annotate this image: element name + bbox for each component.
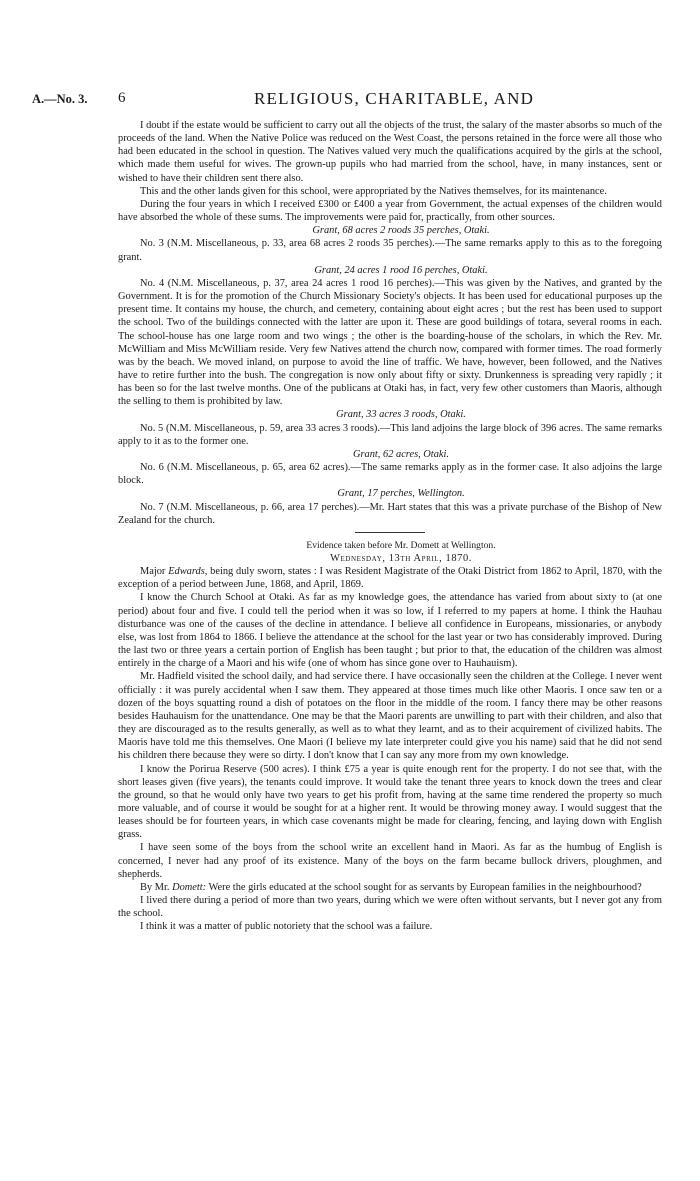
witness-statement: being duly sworn, states : I was Resident Magistrate of the Otaki District from 1862 to April, 1870, with the exception of a period between June, 1868, and April, 1869.: [118, 566, 662, 591]
page-number: 6: [118, 90, 126, 106]
grant-paragraph: No. 6 (N.M. Miscellaneous, p. 65, area 62 acres).—The same remarks apply as in the former case. It also adjoins the large block.: [118, 462, 662, 487]
evidence-heading: Evidence taken before Mr. Domett at Wellington.: [306, 539, 496, 551]
grant-paragraph: No. 5 (N.M. Miscellaneous, p. 59, area 33 acres 3 roods).—This land adjoins the large block of 396 acres. The same remarks apply to it as to the former one.: [118, 422, 662, 447]
paper-reference: A.—No. 3.: [32, 92, 88, 106]
witness-paragraph: [118, 565, 662, 591]
questioner-name: Domett:: [172, 881, 207, 893]
paragraph: I doubt if the estate would be sufficient to carry out all the objects of the trust, the salary of the master absorbs so much of the proceeds of the land. When the Native Police was reduced on the West Coast, the persons retained in the force were all those who had been educated in the school in question. The Natives valued very much the qualifications acquired by the girls at the school, which made them useful for wives. The grown-up pupils who had married from the school, have, in many instances, sent or wished to have their children sent there also.: [118, 120, 662, 184]
evidence-date: Wednesday, 13th April, 1870.: [330, 553, 472, 564]
witness-title: Major: [140, 566, 166, 578]
grant-heading: Grant, 33 acres 3 roods, Otaki.: [336, 409, 466, 421]
evidence-paragraph: I know the Porirua Reserve (500 acres). I think £75 a year is quite enough rent for the property. I do not see that, with the short leases given (five years), the tenants could improve. It would take the tenant three years to knock down the trees and clear the ground, so that he would only have two years to get his profit from, having at the same time rendered the property so much more valuable, and of course it would be sought for at a higher rent. It would be throwing money away. I would suggest that the leases should be for fourteen years, in which case covenants might be made for clearing, fencing, and laying down with English grass.: [118, 763, 662, 841]
answer-paragraph: I think it was a matter of public notoriety that the school was a failure.: [140, 921, 433, 933]
question-paragraph: [118, 881, 662, 894]
section-divider: [355, 532, 425, 533]
grant-heading: Grant, 62 acres, Otaki.: [352, 448, 449, 460]
question-lead: By Mr.: [140, 881, 170, 893]
answer-paragraph: I lived there during a period of more than two years, during which we were often without servants, but I never got any from the school.: [118, 895, 662, 920]
grant-heading: Grant, 24 acres 1 rood 16 perches, Otaki.: [314, 264, 488, 276]
grant-heading: Grant, 68 acres 2 roods 35 perches, Otaki.: [312, 225, 490, 237]
paragraph: During the four years in which I received £300 or £400 a year from Government, the actual expenses of the children would have absorbed the whole of these sums. The improvements were paid for, practically, from other sources.: [118, 198, 662, 224]
grant-heading: Grant, 17 perches, Wellington.: [337, 488, 465, 500]
body-text: [118, 119, 662, 934]
grant-paragraph: No. 4 (N.M. Miscellaneous, p. 37, area 24 acres 1 rood 16 perches).—This was given by the Natives, and granted by the Government. It is for the promotion of the Church Missionary Society's objects. It has been used for educational purposes up the present time. It contains my house, the church, and cemetery, containing about eight acres ; but the rest has been used to support the school. Two of the buildings connected with the latter are upon it. These are good buildings of totara, several rooms in each. The school-house has one large room and two wings ; the other is the boarding-house of the scholars, in which the Rev. Mr. McWilliam and Miss McWilliam reside. Very few Natives attend the church now, compared with former times. The road formerly was by the beach. We moved inland, on purpose to avoid the line of traffic. We have, however, been followed, and the Natives have to retire further into the bush. The congregation is now only about fifty or sixty. Drunkenness is spreading very rapidly ; it has been so for the last twelve months. One of the publicans at Otaki has, in fact, very few other customers than Maoris, although the selling to them is prohibited by law.: [118, 277, 662, 408]
paragraph: This and the other lands given for this school, were appropriated by the Natives themselves, for its maintenance.: [140, 185, 607, 197]
evidence-paragraph: I know the Church School at Otaki. As far as my knowledge goes, the attendance has varied from about sixty to (at one period) about four and five. I could tell the period when it was so low, if I referred to my papers at home. I think the Hauhau disturbance was one of the causes of the decline in attendance. I believe all confidence in Europeans, missionaries, or anybody else, was lost from 1864 to 1866. I believe the attendance at the school for the last year or two has considerably improved. During the last two or three years a certain portion of English has been taught ; but prior to that, the education of the children was almost entirely in the charge of a Maori and his wife (one of whom has since gone over to Hauhauism).: [118, 592, 662, 670]
evidence-paragraph: Mr. Hadfield visited the school daily, and had service there. I have occasionally seen the children at the College. I never went officially : it was purely accidental when I saw them. They appeared at those times much like other Maoris. I once saw ten or a dozen of the boys squatting round a dish of potatoes on the floor in the middle of the room. I fancy there may be other reasons besides Hauhauism for the unattendance. One may be that the Maori parents are unwilling to part with their children, and also that they are discouraged as to the results generally, as well as to what they learnt, and as to their acquirement of civilized habits. The Maoris have told me this themselves. One Maori (I believe my late interpreter could give you his name) said that he did not send his children there because they were so dirty. I don't know that I can say any more from my own knowledge.: [118, 671, 662, 762]
grant-paragraph: No. 3 (N.M. Miscellaneous, p. 33, area 68 acres 2 roods 35 perches).—The same remarks apply to this as to the foregoing grant.: [118, 238, 662, 263]
witness-name: Edwards,: [168, 566, 208, 578]
running-title: RELIGIOUS, CHARITABLE, AND: [254, 89, 535, 108]
evidence-paragraph: I have seen some of the boys from the school write an excellent hand in Maori. As far as the humbug of English is concerned, I never had any proof of its existence. Many of the boys on the farm became bullock drivers, ploughmen, and shepherds.: [118, 842, 662, 880]
question-text: Were the girls educated at the school sought for as servants by European families in the neighbourhood?: [208, 881, 642, 893]
grant-paragraph: No. 7 (N.M. Miscellaneous, p. 66, area 17 perches).—Mr. Hart states that this was a private purchase of the Bishop of New Zealand for the church.: [118, 501, 662, 526]
